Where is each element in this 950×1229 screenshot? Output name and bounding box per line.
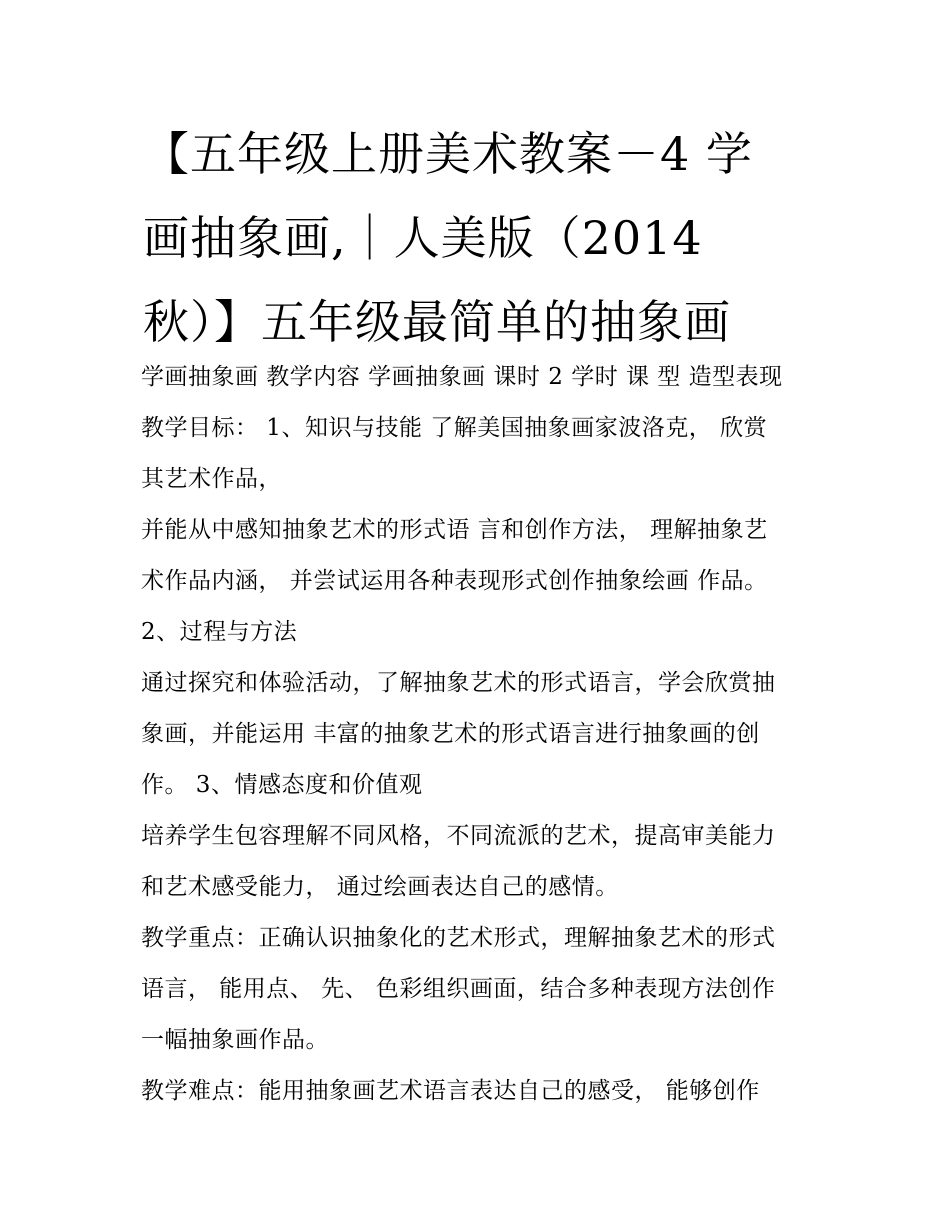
body-line-14: 一幅抽象画作品。 <box>141 1027 329 1053</box>
body-line-2: 教学目标： 1、知识与技能 了解美国抽象画家波洛克， 欣赏 <box>141 415 768 441</box>
body-line-1: 学画抽象画 教学内容 学画抽象画 课时 2 学时 课 型 造型表现 <box>141 364 783 390</box>
document-title <box>143 112 823 364</box>
body-line-5: 术作品内涵， 并尝试运用各种表现形式创作抽象绘画 作品。 <box>141 568 768 594</box>
body-line-10: 培养学生包容理解不同风格，不同流派的艺术，提高审美能力 <box>141 823 776 849</box>
title-line-2: 画抽象画,｜人美版（2014 <box>143 211 703 265</box>
body-line-8: 象画，并能运用 丰富的抽象艺术的形式语言进行抽象画的创 <box>141 721 760 747</box>
body-line-7: 通过探究和体验活动，了解抽象艺术的形式语言，学会欣赏抽 <box>141 670 776 696</box>
title-line-3: 秋）】五年级最简单的抽象画 <box>143 295 731 349</box>
document-body <box>141 352 831 1117</box>
body-line-9: 作。 3、情感态度和价值观 <box>141 772 423 798</box>
body-line-3: 其艺术作品， <box>141 466 282 492</box>
body-line-4: 并能从中感知抽象艺术的形式语 言和创作方法， 理解抽象艺 <box>141 517 768 543</box>
title-line-1: 【五年级上册美术教案－4 学 <box>143 127 753 181</box>
body-line-15: 教学难点：能用抽象画艺术语言表达自己的感受， 能够创作 <box>141 1078 760 1104</box>
body-line-11: 和艺术感受能力， 通过绘画表达自己的感情。 <box>141 874 619 900</box>
body-line-13: 语言， 能用点、 先、 色彩组织画面，结合多种表现方法创作 <box>141 976 776 1002</box>
body-line-6: 2、过程与方法 <box>141 619 298 645</box>
body-line-12: 教学重点：正确认识抽象化的艺术形式，理解抽象艺术的形式 <box>141 925 776 951</box>
